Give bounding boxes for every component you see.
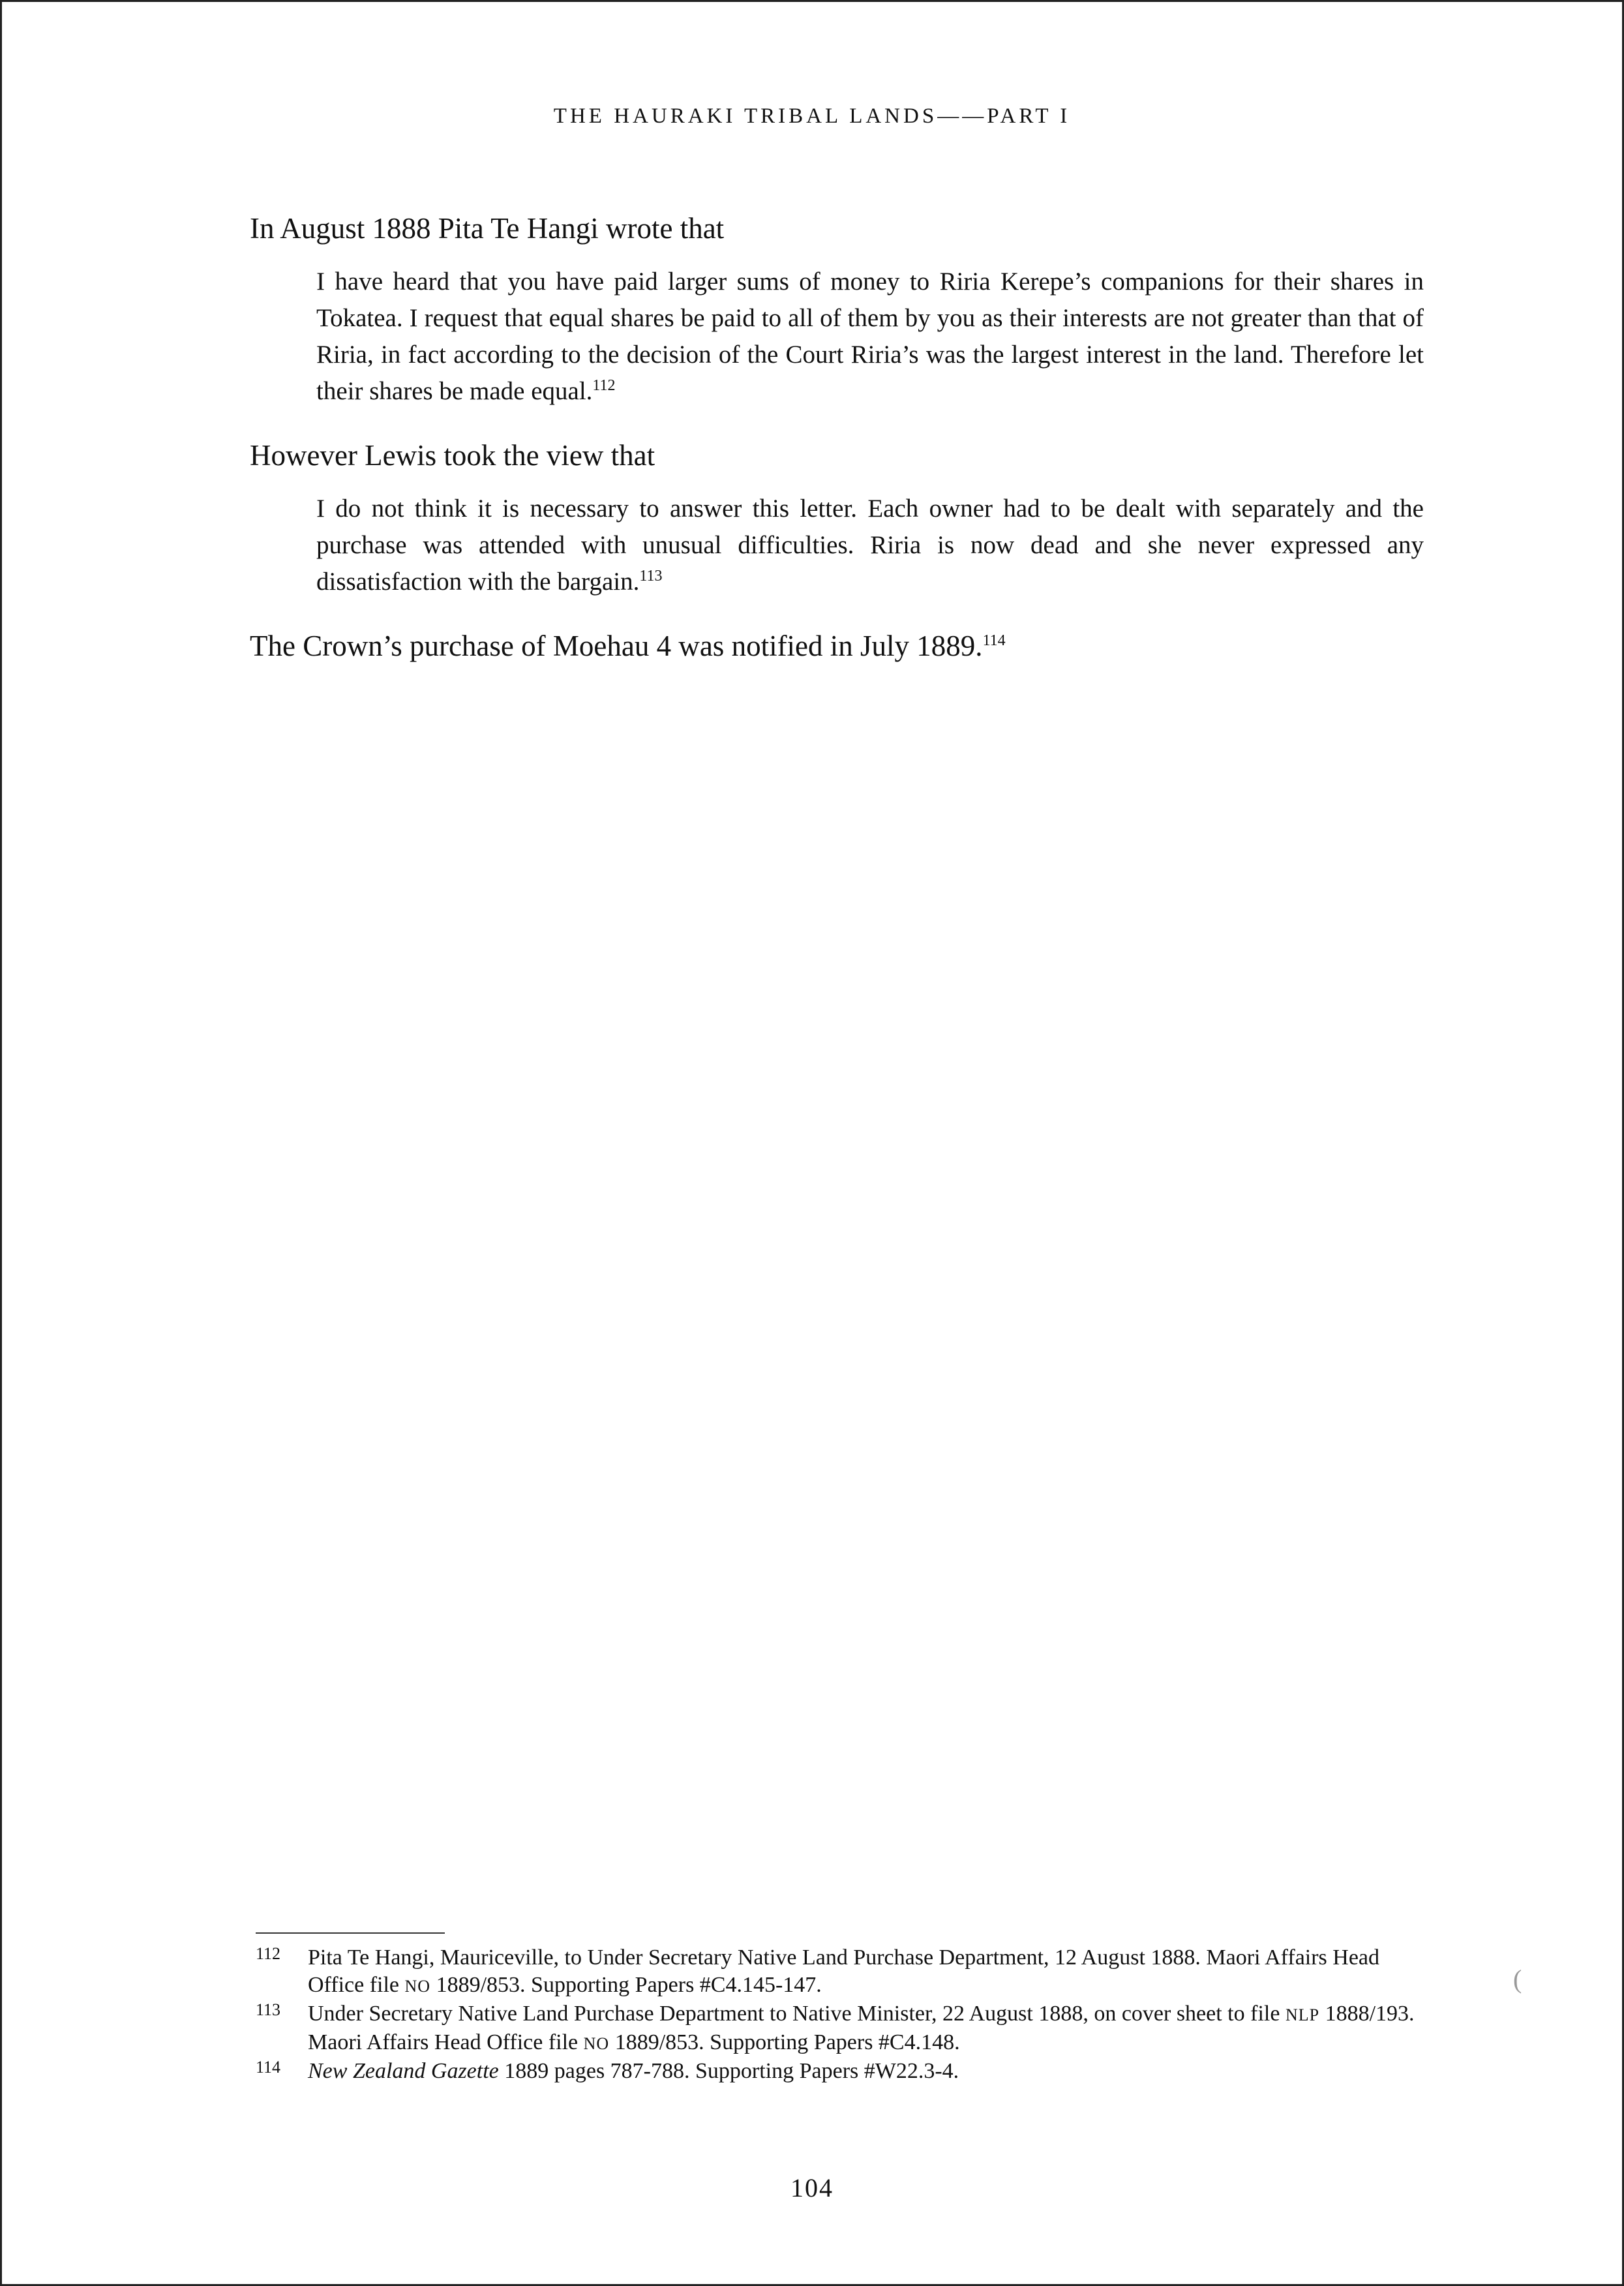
footnote-text: Pita Te Hangi, Mauriceville, to Under Secretary Native Land Purchase Department, 12 August 1888. Maori Affairs Head Office file: [308, 1945, 1380, 1997]
footnote-ref-114[interactable]: 114: [982, 632, 1006, 649]
footnote-smallcaps: NO: [583, 2034, 610, 2053]
footnote-number: 114: [256, 2058, 281, 2077]
footnotes: [256, 1944, 1436, 2085]
footnote-ref-112[interactable]: 112: [592, 377, 616, 394]
footnote-text: 1888/193. Maori Affairs Head Office file: [308, 2002, 1415, 2054]
footnote-112: [256, 1944, 1436, 2000]
page-number: 104: [790, 2173, 834, 2202]
footnote-ref-113[interactable]: 113: [639, 568, 663, 585]
paragraph-intro-letter: [250, 209, 1424, 248]
footnote-number: 113: [256, 2000, 281, 2019]
margin-mark: (: [1513, 1964, 1522, 1994]
block-quote-lewis: [316, 491, 1424, 600]
main-text: [250, 209, 1424, 681]
footnote-113: [256, 2000, 1436, 2058]
footnote-separator: [256, 1932, 445, 1934]
quote-text: I have heard that you have paid larger sums of money to Riria Kerepe’s companions for their shares in Tokatea. I request that equal shares be paid to all of them by you as their interests are not greater than that of Riria, in fact according to the decision of the Court Riria’s was the largest interest in the land. Therefore let their shares be made equal.: [316, 267, 1424, 405]
footnote-italic-title: New Zealand Gazette: [308, 2059, 499, 2083]
block-quote-letter: [316, 264, 1424, 410]
paragraph-text: The Crown’s purchase of Moehau 4 was notified in July 1889.: [250, 630, 983, 662]
scan-border-left: [0, 0, 2, 2286]
scan-border-top: [0, 0, 1624, 2]
paragraph-text: However Lewis took the view that: [250, 439, 655, 472]
running-header: THE HAURAKI TRIBAL LANDS——PART I: [553, 104, 1071, 128]
footnote-smallcaps: NLP: [1285, 2005, 1320, 2024]
paragraph-text: In August 1888 Pita Te Hangi wrote that: [250, 212, 725, 245]
footnote-text: 1889/853. Supporting Papers #C4.148.: [609, 2030, 960, 2054]
paragraph-lewis-view: [250, 436, 1424, 475]
footnote-number: 112: [256, 1944, 281, 1963]
quote-text: I do not think it is necessary to answer this letter. Each owner had to be dealt with separately and the purchase was attended with unusual difficulties. Riria is now dead and she never expressed any dissatisfaction with the bargain.: [316, 495, 1424, 596]
footnote-text: Under Secretary Native Land Purchase Department to Native Minister, 22 August 1888, on cover sheet to file: [308, 2002, 1286, 2026]
footnote-114: [256, 2058, 1436, 2085]
footnote-smallcaps: NO: [404, 1977, 431, 1996]
footnote-text: 1889 pages 787-788. Supporting Papers #W22.3-4.: [498, 2059, 959, 2083]
footnote-text: 1889/853. Supporting Papers #C4.145-147.: [430, 1973, 822, 1997]
paragraph-crown-purchase: [250, 626, 1424, 665]
